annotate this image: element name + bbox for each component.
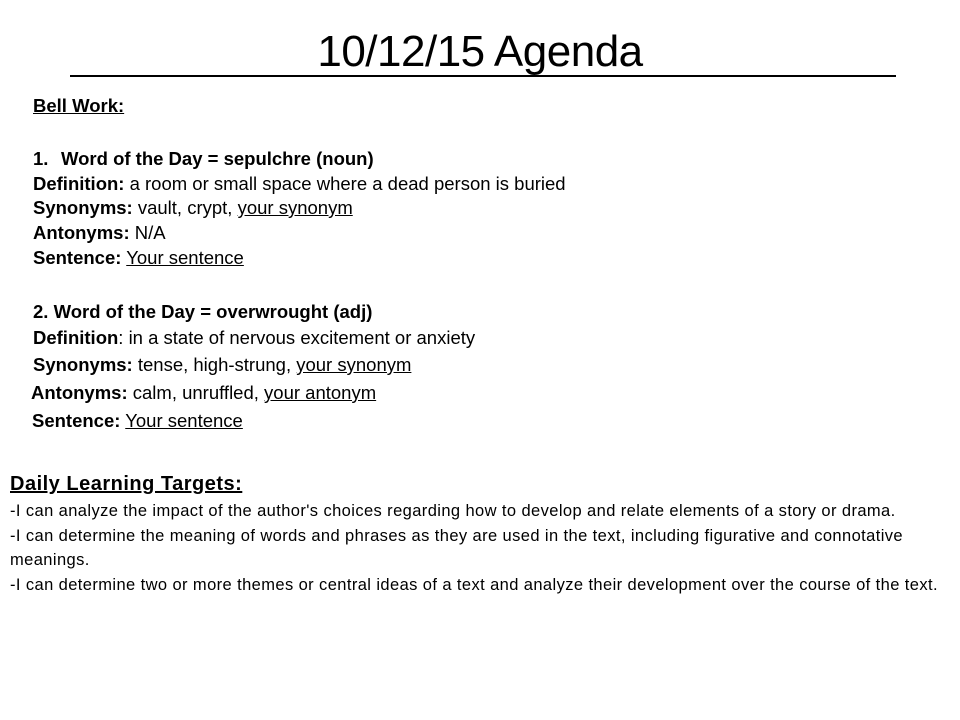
word1-antonyms-label: Antonyms: — [33, 222, 130, 243]
word2-header: 2. Word of the Day = overwrought (adj) — [33, 301, 373, 322]
word1-definition — [33, 173, 566, 195]
word1-header — [33, 148, 374, 170]
learning-target-item: -I can determine two or more themes or central ideas of a text and analyze their development over the course of the text. — [10, 575, 938, 594]
learning-target-item: -I can analyze the impact of the author's choices regarding how to develop and relate elements of a story or drama. — [10, 502, 896, 520]
word1-antonyms-text: N/A — [129, 222, 166, 243]
word2-definition-text: : in a state of nervous excitement or anxiety — [118, 327, 476, 348]
learning-target-item: -I can determine the meaning of words and phrases as they are used in the text, including figurative and connotative meanings. — [10, 526, 903, 569]
word2-antonym-blank: your antonym — [264, 382, 377, 403]
word2-synonyms-text: tense, high-strung, — [132, 354, 297, 375]
word2-antonyms — [31, 382, 376, 404]
word1-sentence-label: Sentence: — [33, 247, 122, 268]
word1-definition-label: Definition: — [33, 173, 125, 194]
word1-number: 1. — [33, 148, 49, 169]
word2-sentence — [32, 410, 243, 432]
word2-antonyms-label: Antonyms: — [31, 382, 128, 403]
learning-targets-list — [10, 499, 950, 597]
title-underline — [70, 75, 896, 77]
word1-sentence-blank: Your sentence — [126, 247, 244, 268]
word2-antonyms-text: calm, unruffled, — [127, 382, 265, 403]
word2-synonym-blank: your synonym — [296, 354, 412, 375]
word1-synonym-blank: your synonym — [237, 197, 353, 218]
word2-sentence-label: Sentence: — [32, 410, 121, 431]
page-title: 10/12/15 Agenda — [317, 27, 643, 76]
bell-work-heading: Bell Work: — [33, 95, 125, 116]
word2-synonyms-label: Synonyms: — [33, 354, 133, 375]
word2-definition-label: Definition — [33, 327, 119, 348]
word1-synonyms — [33, 197, 353, 219]
word1-sentence — [33, 247, 244, 269]
word2-definition — [33, 327, 475, 349]
learning-targets-heading: Daily Learning Targets: — [10, 473, 243, 495]
word1-definition-text: a room or small space where a dead person is buried — [124, 173, 566, 194]
word1-synonyms-label: Synonyms: — [33, 197, 133, 218]
word2-synonyms — [33, 354, 411, 376]
word1-antonyms — [33, 222, 166, 244]
word2-sentence-blank: Your sentence — [125, 410, 243, 431]
word1-synonyms-text: vault, crypt, — [132, 197, 238, 218]
word1-header-text: Word of the Day = sepulchre (noun) — [61, 148, 374, 169]
